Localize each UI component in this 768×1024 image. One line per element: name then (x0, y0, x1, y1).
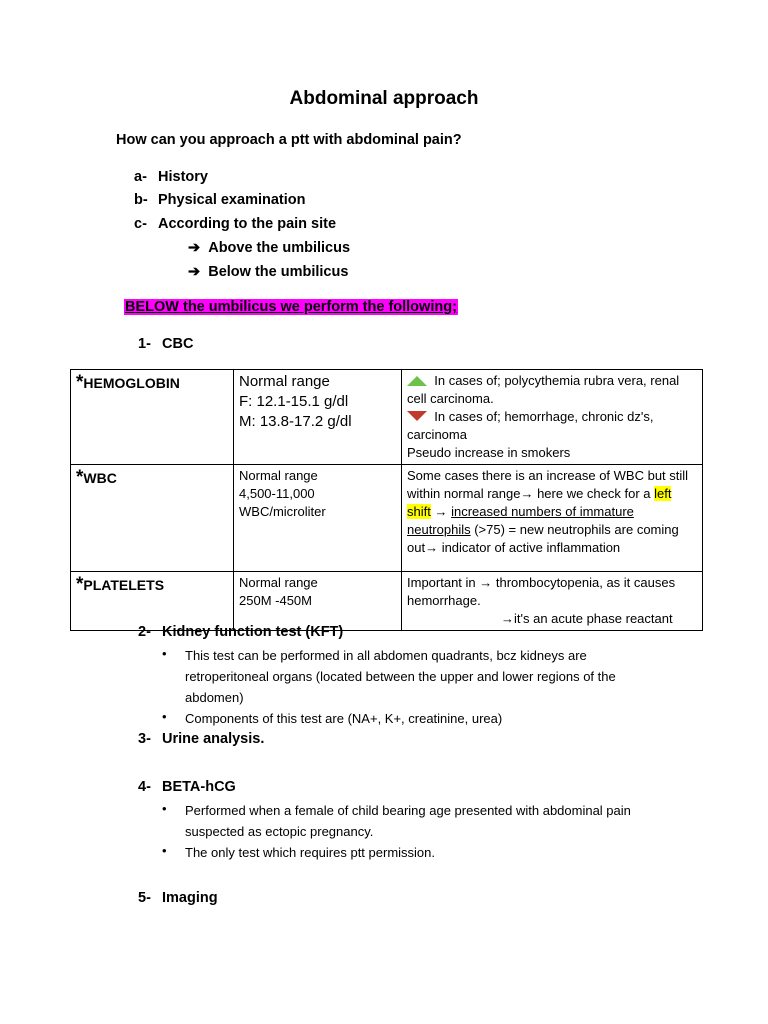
question-heading: How can you approach a ptt with abdominal pain? (116, 132, 462, 148)
section-cbc: 1- CBC (138, 336, 194, 352)
wbc-range: Normal range 4,500-11,000 WBC/microliter (234, 465, 402, 572)
section-imaging: 5- Imaging (138, 890, 218, 906)
arrow-right-icon: → (479, 575, 493, 590)
bullet-icon: • (162, 646, 167, 661)
table-row (71, 465, 703, 572)
hemoglobin-range: Normal range F: 12.1-15.1 g/dl M: 13.8-17.2 g/dl (234, 370, 402, 465)
bullet-icon: • (162, 801, 167, 816)
arrow-item-below: ➔ Below the umbilicus (188, 264, 349, 280)
hemoglobin-notes: In cases of; polycythemia rubra vera, renal cell carcinoma. In cases of; hemorrhage, chronic dz's, carcinoma Pseudo increase in smokers (402, 370, 703, 465)
table-row (71, 572, 703, 631)
bullet-icon: • (162, 843, 167, 858)
cbc-table (70, 369, 703, 631)
approach-item-history: a- History (134, 169, 208, 185)
wbc-notes: Some cases there is an increase of WBC but still within normal range→ here we check for a left shift → increased numbers of immature neutrophils (>75) = new neutrophils are coming out→ indicator of active inflammation (402, 465, 703, 572)
table-row (71, 370, 703, 465)
up-arrow-icon (407, 376, 427, 386)
highlight-heading: BELOW the umbilicus we perform the following; (125, 299, 457, 315)
platelets-notes: Important in → thrombocytopenia, as it causes hemorrhage. →it's an acute phase reactant (402, 572, 703, 631)
platelets-range: Normal range 250M -450M (234, 572, 402, 631)
arrow-right-icon: ➔ (188, 240, 201, 256)
arrow-right-icon: ➔ (188, 264, 201, 280)
approach-item-physical: b- Physical examination (134, 192, 306, 208)
section-urine: 3- Urine analysis. (138, 731, 265, 747)
arrow-right-icon: → (501, 611, 514, 626)
page-title: Abdominal approach (289, 88, 479, 109)
wbc-cell: *WBC (71, 465, 234, 572)
section-kft: 2- Kidney function test (KFT) (138, 624, 344, 640)
hemoglobin-cell: *HEMOGLOBIN (71, 370, 234, 465)
section-bhcg: 4- BETA-hCG (138, 779, 236, 795)
approach-item-pain-site: c- According to the pain site (134, 216, 337, 232)
left-shift-highlight: left shift (407, 486, 672, 519)
arrow-right-icon: → (434, 504, 448, 519)
bullet-icon: • (162, 709, 167, 724)
arrow-right-icon: → (425, 540, 439, 555)
arrow-right-icon: → (520, 486, 534, 501)
down-arrow-icon (407, 411, 427, 421)
platelets-cell: *PLATELETS (71, 572, 234, 631)
arrow-item-above: ➔ Above the umbilicus (188, 240, 351, 256)
